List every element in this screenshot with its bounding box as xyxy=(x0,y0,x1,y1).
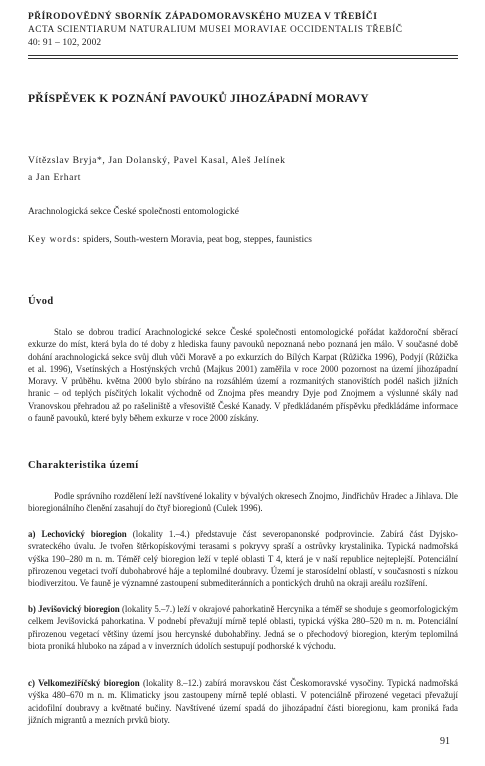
journal-name-czech: PŘÍRODOVĚDNÝ SBORNÍK ZÁPADOMORAVSKÉHO MUZEA V TŘEBÍČI xyxy=(28,12,378,22)
bioregion-text-b: (lokality 5.–7.) leží v okrajové pahorkatině Hercynika a téměř se shoduje s geomorfologickým celkem Jevišovická pahorkatina. V podnebí převažují mírně teplé oblasti, typická výška 280–520 m n. m. Potenciální přirozenou vegetací většiny území jsou hercynské dubohabřiny. Jedná se o přechodový bioregion, kterým teplomilná biota proniká hluboko na západ a v inverzních údolích sestupují podhorské k východu. xyxy=(28,604,458,651)
section-heading-area: Charakteristika území xyxy=(28,460,139,471)
keywords-text: spiders, South-western Moravia, peat bog, steppes, faunistics xyxy=(82,235,312,245)
header-rule-thick xyxy=(28,55,458,56)
authors-line-2: a Jan Erhart xyxy=(28,172,82,183)
journal-volume-pages: 40: 91 – 102, 2002 xyxy=(28,38,102,48)
bioregion-text-a: (lokality 1.–4.) představuje část severopanonské podprovincie. Zabírá část Dyjsko-svrateckého úvalu. Je tvořen štěrkopískovými terasami s pokryvy spraší a ostrůvky krystalinika. Typická nadmořská výška 190–280 m n. m. Téměř celý bioregion leží v teplé oblasti T 4, která je v naší republice nejteplejší. Potenciální přirozenou vegetaci tvoří dubohabrové háje a teplomilné doubravy. Území je starosídelní oblastí, v současnosti s nízkou biodiverzitou. Ve fauně je významné zastoupení submediteránních a pontických druhů na okraji areálu rozšíření. xyxy=(28,529,458,589)
area-paragraph: Podle správního rozdělení leží navštívené lokality v bývalých okresech Znojmo, Jindřichův Hradec a Jihlava. Dle bioregionálního členění zasahují do čtyř bioregionů (Culek 1996). xyxy=(28,491,458,514)
affiliation: Arachnologická sekce České společnosti entomologické xyxy=(28,207,239,217)
keywords xyxy=(28,235,312,245)
bioregion-text-c: (lokality 8.–12.) zabírá moravskou část Českomoravské vysočiny. Typická nadmořská výška 480–670 m n. m. Klimaticky jsou zastoupeny mírně teplé oblasti. V potenciálně přirozené vegetaci převažují acidofilní doubravy a květnaté bučiny. Navštívené území spadá do jihozápadní části bioregionu, kam proniká řada jižních migrantů a mezních prvků bioty. xyxy=(28,678,458,725)
bioregion-paragraph-c xyxy=(28,677,458,726)
article-title: PŘÍSPĚVEK K POZNÁNÍ PAVOUKŮ JIHOZÁPADNÍ MORAVY xyxy=(28,92,369,105)
keywords-label: Key words: xyxy=(28,235,81,245)
bioregion-name-b: b) Jevišovický bioregion xyxy=(28,604,120,614)
header-rule-thin xyxy=(28,58,458,59)
bioregion-name-c: c) Velkomeziříčský bioregion xyxy=(28,678,140,688)
authors-line-1: Vítězslav Bryja*, Jan Dolanský, Pavel Kasal, Aleš Jelínek xyxy=(28,155,286,166)
bioregion-name-a: a) Lechovický bioregion xyxy=(28,529,127,539)
bioregion-paragraph-b xyxy=(28,603,458,652)
journal-name-latin: ACTA SCIENTIARUM NATURALIUM MUSEI MORAVIAE OCCIDENTALIS TŘEBÍČ xyxy=(28,25,403,35)
intro-paragraph: Stalo se dobrou tradicí Arachnologické sekce České společnosti entomologické pořádat každoroční sběrací exkurze do míst, která byla do té doby z hlediska fauny pavouků nepoznaná nebo poznaná jen málo. V současné době dohání arachnologická sekce svůj dluh vůči Moravě a po exkurzích do Bílých Karpat (Růžička 1996), Podyjí (Růžička et al. 1996), Vsetínských a Hostýnských vrchů (Majkus 2001) zaměřila v roce 2000 pozornost na území jihozápadní Moravy. V průběhu. května 2000 bylo sbíráno na rozsáhlém území a rozmanitých stanovištích podél našich jižních hranic – od teplých písčitých lokalit východně od Znojma přes meandry Dyje pod Znojmem a výslunné skály nad Vranovskou přehradou až po rašeliniště a vřesoviště České Kanady. V předkládaném příspěvku předkládáme informace o fauně pavouků, které byly během exkurze v roce 2000 získány. xyxy=(28,327,458,424)
page-number: 91 xyxy=(440,736,450,747)
section-heading-intro: Úvod xyxy=(28,296,54,307)
bioregion-paragraph-a xyxy=(28,528,458,589)
